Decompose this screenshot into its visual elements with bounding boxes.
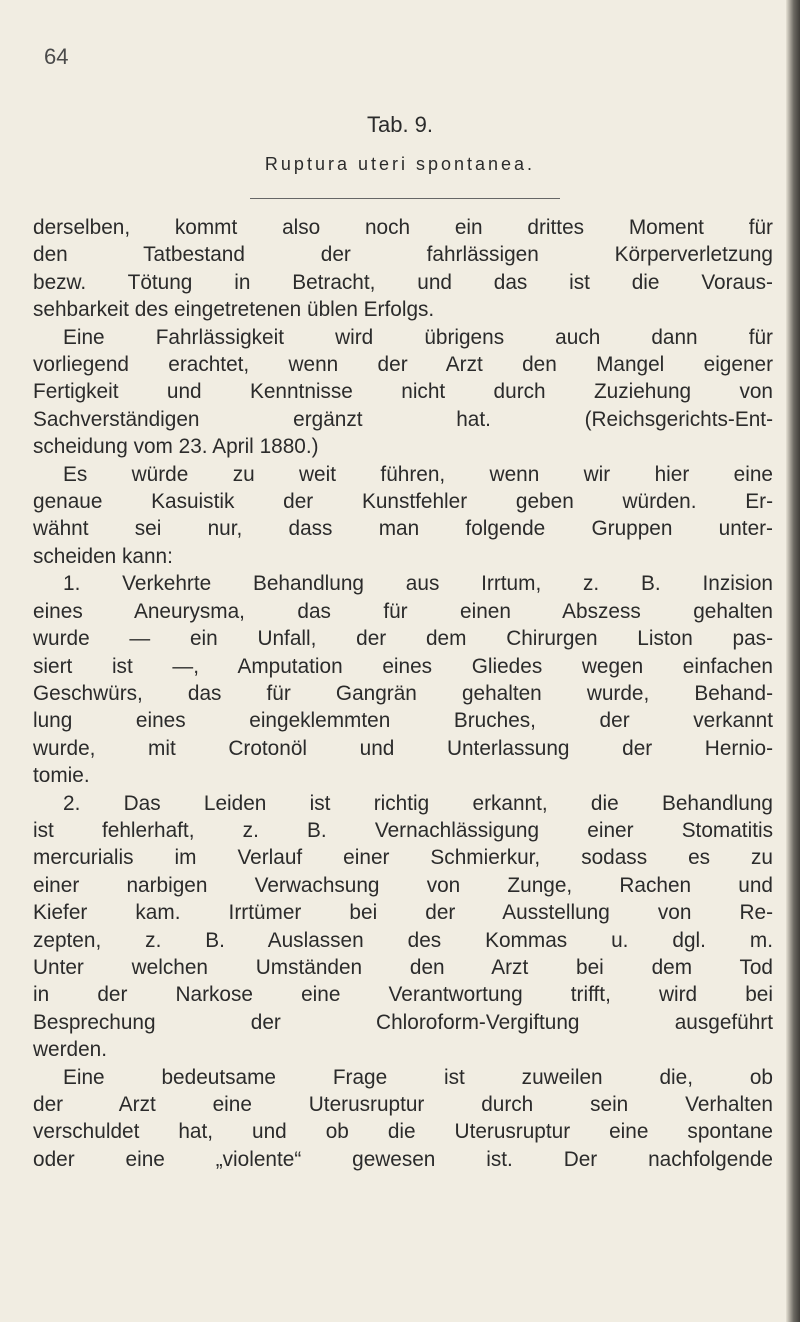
text-line: wähnt sei nur, dass man folgende Gruppen unter- xyxy=(33,517,773,541)
body-text xyxy=(33,214,773,1173)
text-line: Eine Fahrlässigkeit wird übrigens auch dann für xyxy=(63,325,773,349)
text-line: Fertigkeit und Kenntnisse nicht durch Zuziehung von xyxy=(33,380,773,404)
text-line: in der Narkose eine Verantwortung trifft, wird bei xyxy=(33,983,773,1007)
text-line: ist fehlerhaft, z. B. Vernachlässigung einer Stomatitis xyxy=(33,818,773,842)
text-line: Kiefer kam. Irrtümer bei der Ausstellung von Re- xyxy=(33,901,773,925)
divider xyxy=(250,198,560,199)
table-reference: Tab. 9. xyxy=(366,112,434,137)
text-line: lung eines eingeklemmten Bruches, der verkannt xyxy=(33,709,773,733)
text-line: oder eine „violente“ gewesen ist. Der nachfolgende xyxy=(33,1147,773,1171)
text-line: derselben, kommt also noch ein drittes Moment für xyxy=(33,216,773,239)
text-line: werden. xyxy=(33,1038,107,1062)
text-line: genaue Kasuistik der Kunstfehler geben würden. Er- xyxy=(33,490,773,514)
page-number: 64 xyxy=(44,44,69,69)
text-line: sehbarkeit des eingetretenen üblen Erfolgs. xyxy=(33,298,435,322)
text-line: 1. Verkehrte Behandlung aus Irrtum, z. B. Inzision xyxy=(63,572,773,596)
text-line: einer narbigen Verwachsung von Zunge, Rachen und xyxy=(33,873,773,897)
text-line: scheidung vom 23. April 1880.) xyxy=(33,435,319,459)
text-line: eines Aneurysma, das für einen Abszess gehalten xyxy=(33,599,773,623)
text-line: vorliegend erachtet, wenn der Arzt den Mangel eigener xyxy=(33,353,773,377)
text-line: tomie. xyxy=(33,764,90,788)
text-line: zepten, z. B. Auslassen des Kommas u. dgl. m. xyxy=(33,928,773,952)
text-line: Sachverständigen ergänzt hat. (Reichsgerichts-Ent- xyxy=(33,407,773,431)
text-line: scheiden kann: xyxy=(33,544,173,568)
text-line: Geschwürs, das für Gangrän gehalten wurde, Behand- xyxy=(33,681,773,705)
figure-caption: Ruptura uteri spontanea. xyxy=(264,154,536,174)
text-line: verschuldet hat, und ob die Uterusruptur eine spontane xyxy=(33,1120,773,1144)
page-edge xyxy=(786,0,800,1322)
text-line: wurde, mit Crotonöl und Unterlassung der Hernio- xyxy=(33,736,773,760)
text-line: Besprechung der Chloroform-Vergiftung ausgeführt xyxy=(33,1010,773,1034)
text-line: Eine bedeutsame Frage ist zuweilen die, ob xyxy=(63,1065,773,1089)
text-line: 2. Das Leiden ist richtig erkannt, die Behandlung xyxy=(63,791,773,815)
text-line: den Tatbestand der fahrlässigen Körperverletzung xyxy=(33,243,773,267)
text-line: wurde — ein Unfall, der dem Chirurgen Liston pas- xyxy=(33,627,773,651)
text-line: siert ist —, Amputation eines Gliedes wegen einfachen xyxy=(33,654,773,678)
text-line: Unter welchen Umständen den Arzt bei dem Tod xyxy=(33,955,773,979)
text-line: mercurialis im Verlauf einer Schmierkur, sodass es zu xyxy=(33,846,773,870)
text-line: bezw. Tötung in Betracht, und das ist die Voraus- xyxy=(33,270,773,294)
text-line: der Arzt eine Uterusruptur durch sein Verhalten xyxy=(33,1093,773,1116)
text-line: Es würde zu weit führen, wenn wir hier eine xyxy=(63,462,773,486)
